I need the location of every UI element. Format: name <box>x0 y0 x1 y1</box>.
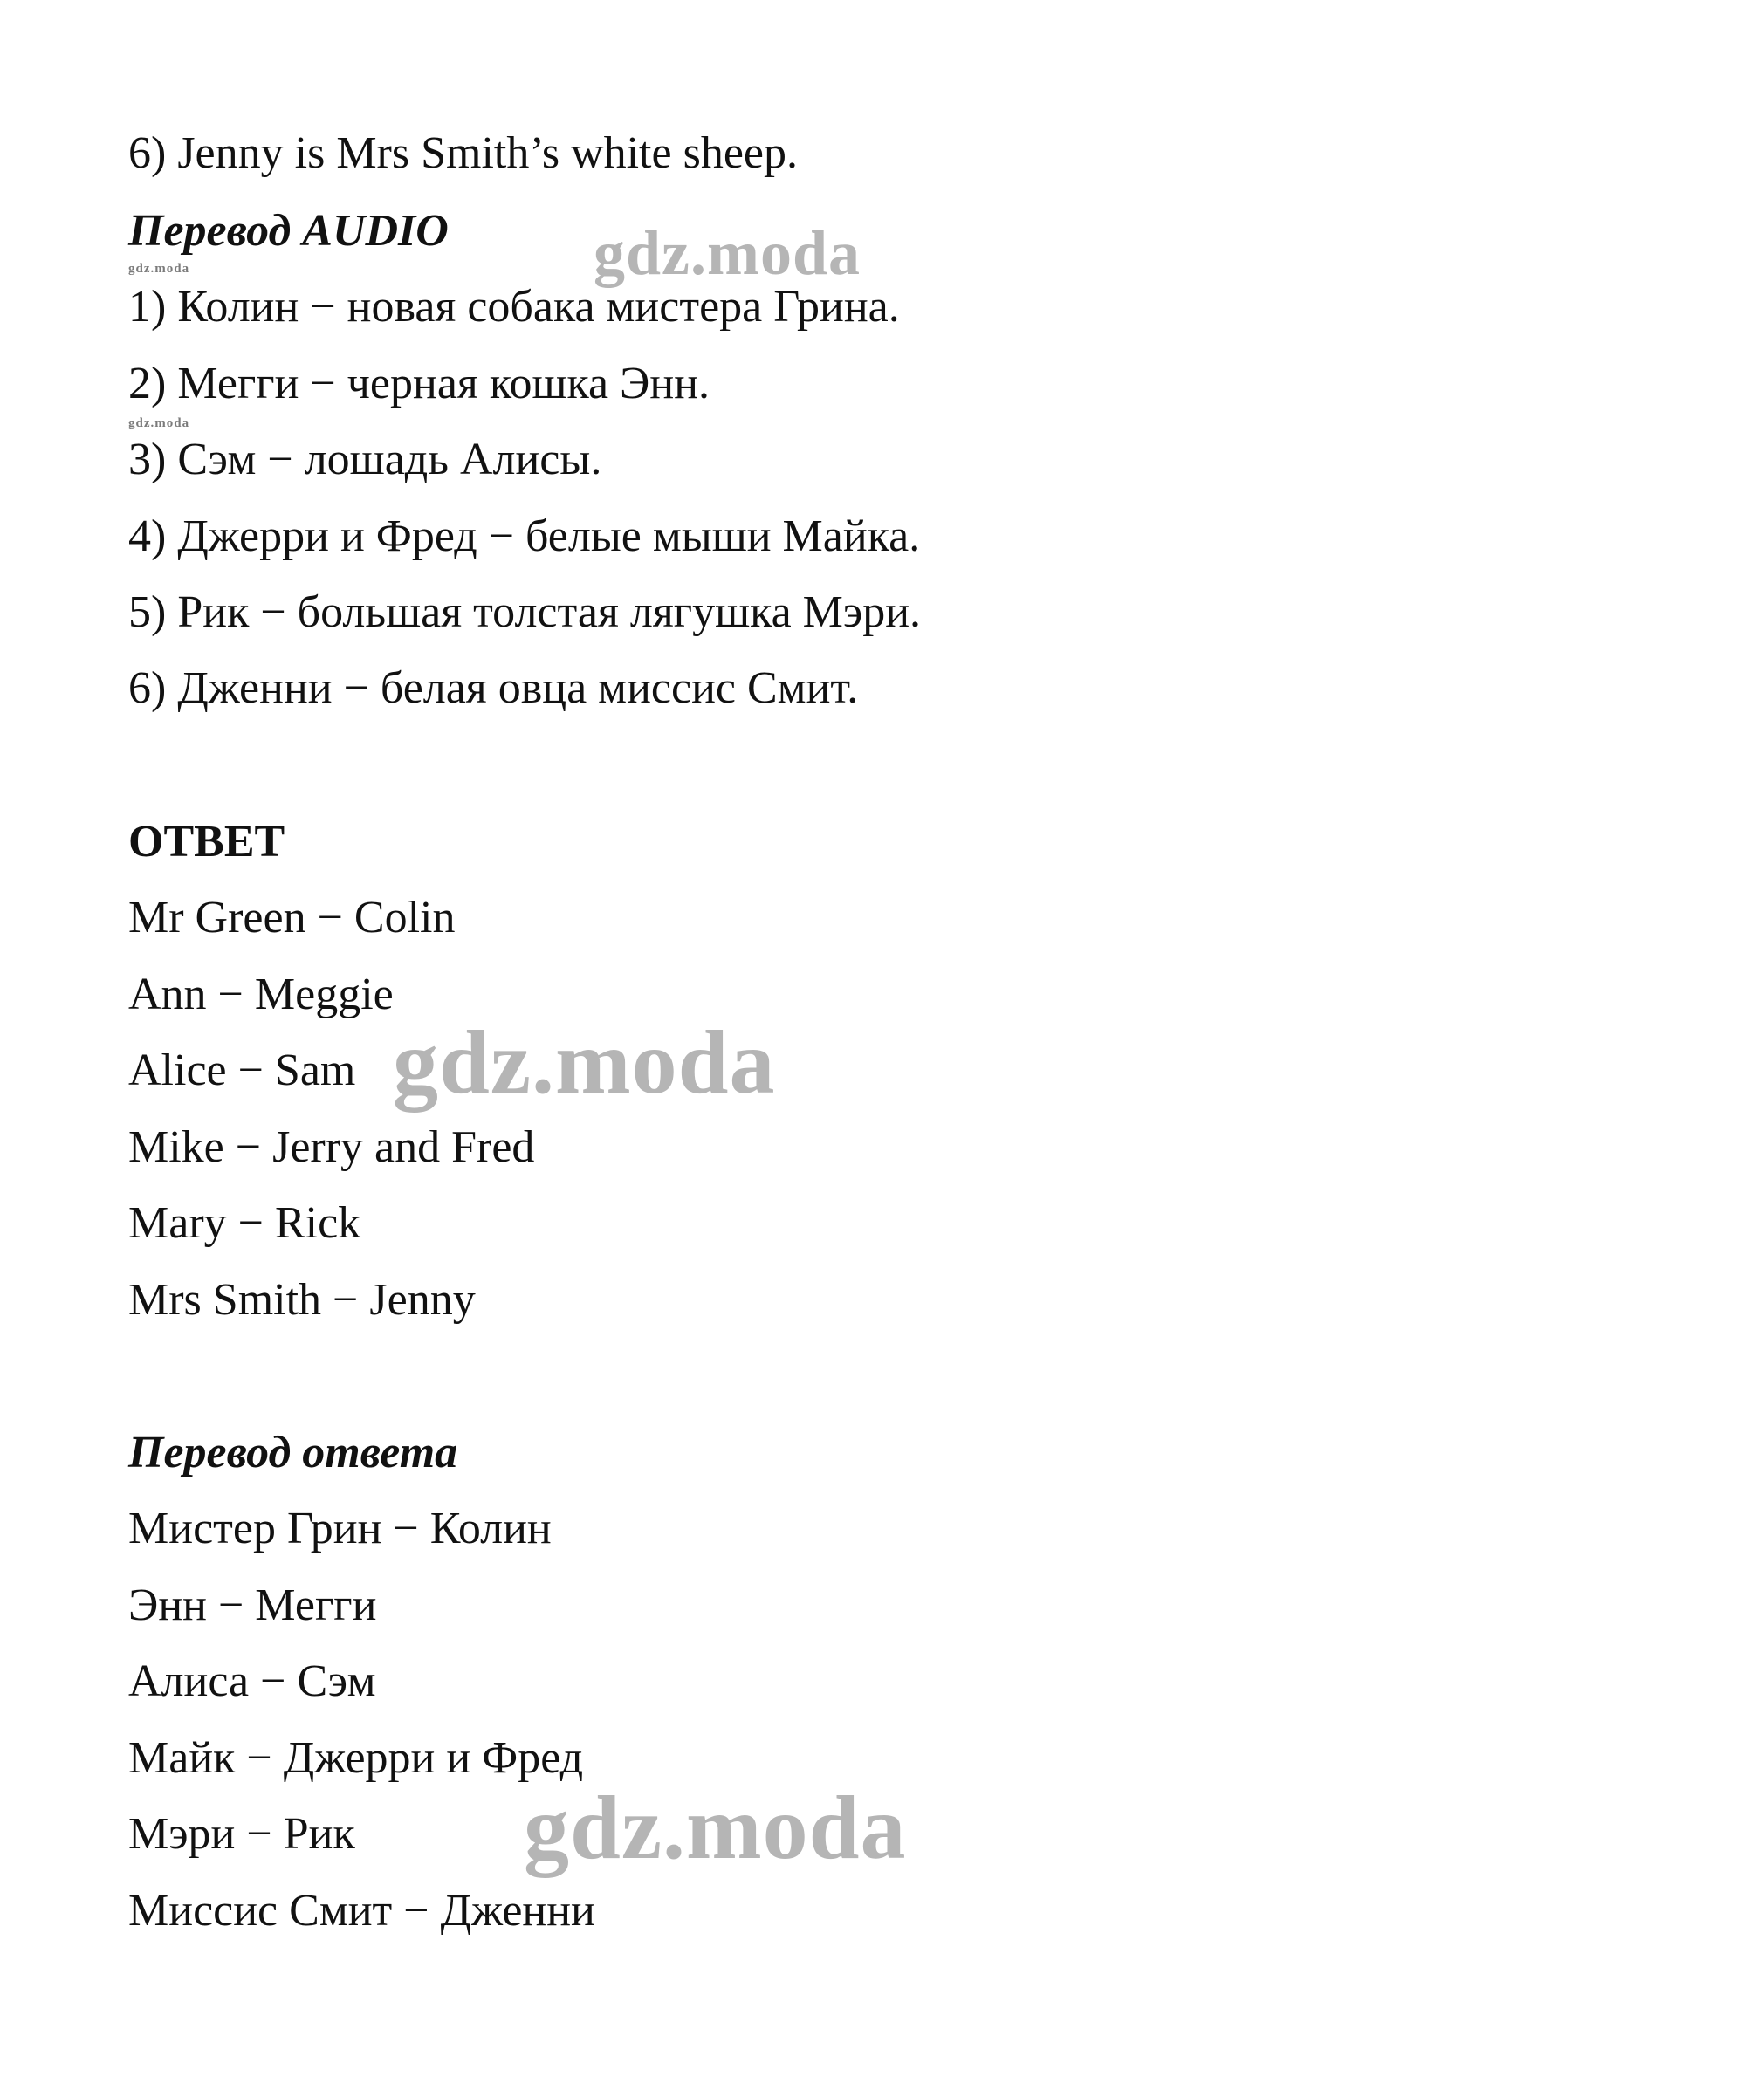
answer-translation-line-1: Мистер Грин − Колин <box>128 1504 552 1553</box>
answer-translation-line-5: Мэри − Рик <box>128 1809 355 1859</box>
answer-translation-line-6: Миссис Смит − Дженни <box>128 1886 595 1936</box>
audio-sentence-6: 6) Jenny is Mrs Smith’s white sheep. <box>128 128 798 178</box>
watermark-bottom: gdz.moda <box>524 1778 907 1878</box>
answer-translation-heading: Перевод ответа <box>128 1428 458 1477</box>
translation-line-4: 4) Джерри и Фред − белые мыши Майка. <box>128 511 921 561</box>
answer-line-1: Mr Green − Colin <box>128 893 456 943</box>
answer-heading: ОТВЕТ <box>128 817 285 867</box>
answer-line-3: Alice − Sam <box>128 1045 356 1095</box>
answer-line-2: Ann − Meggie <box>128 970 394 1019</box>
answer-translation-line-3: Алиса − Сэм <box>128 1656 376 1706</box>
translation-line-6: 6) Дженни − белая овца миссис Смит. <box>128 663 859 713</box>
answer-translation-line-2: Энн − Мегги <box>128 1580 377 1630</box>
translation-line-5: 5) Рик − большая толстая лягушка Мэри. <box>128 587 922 637</box>
answer-line-5: Mary − Rick <box>128 1198 361 1248</box>
translation-line-2: 2) Мегги − черная кошка Энн. <box>128 359 710 408</box>
answer-line-4: Mike − Jerry and Fred <box>128 1122 535 1172</box>
translation-line-1: 1) Колин − новая собака мистера Грина. <box>128 282 900 332</box>
watermark-small-2: gdz.moda <box>128 416 190 430</box>
watermark-top: gdz.moda <box>594 218 861 288</box>
watermark-middle: gdz.moda <box>393 1012 776 1113</box>
answer-translation-line-4: Майк − Джерри и Фред <box>128 1733 584 1783</box>
watermark-small-1: gdz.moda <box>128 262 190 276</box>
translation-line-3: 3) Сэм − лошадь Алисы. <box>128 435 602 484</box>
answer-line-6: Mrs Smith − Jenny <box>128 1275 476 1325</box>
audio-translation-heading: Перевод AUDIO <box>128 206 449 256</box>
